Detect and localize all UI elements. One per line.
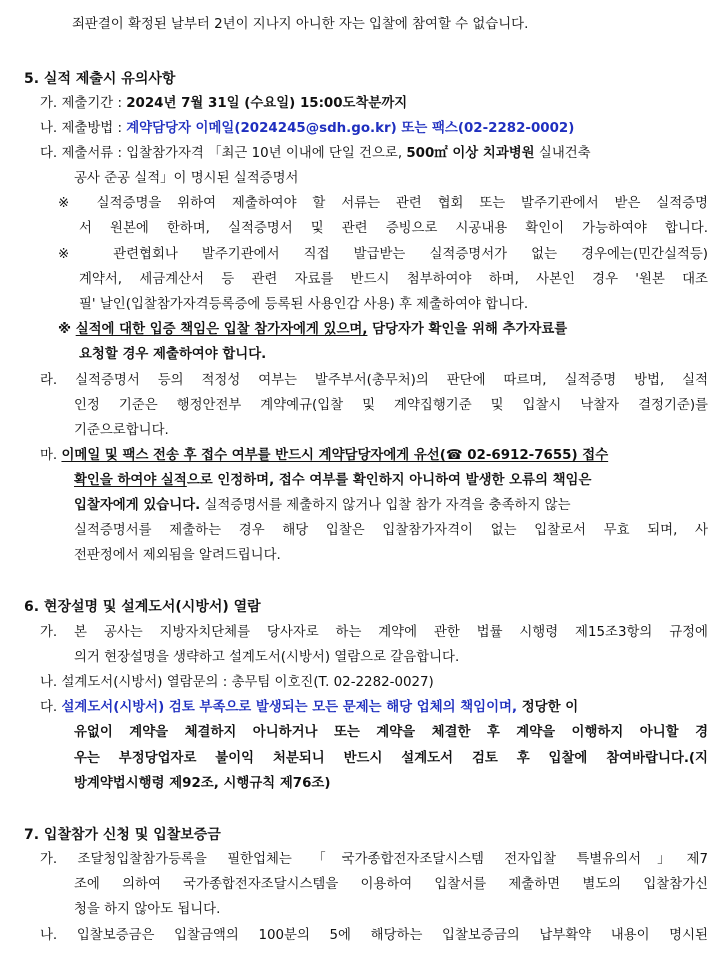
text-line: 라. 실적증명서 등의 적정성 여부는 발주부서(총무처)의 판단에 따르며, 실적증명 방법, 실적 <box>40 373 708 388</box>
text-line: 공사 준공 실적」이 명시된 실적증명서 <box>74 171 299 186</box>
note-line: 계약서, 세금계산서 등 관련 자료를 반드시 첨부하여야 하며, 사본인 경우 '원본 대조 <box>79 272 708 287</box>
note-line: 서 원본에 한하며, 실적증명서 및 관련 증빙으로 시공내용 확인이 가능하여야 합니다. <box>79 221 708 236</box>
note-line: ※ 관련협회나 발주기관에서 직접 발급받는 실적증명서가 없는 경우에는(민간실적등) <box>58 247 708 262</box>
submission-contact: 계약담당자 이메일(2024245@sdh.go.kr) 또는 팩스(02-2282-0002) <box>126 121 575 136</box>
text-line: 다. 설계도서(시방서) 검토 부족으로 발생되는 모든 문제는 해당 업체의 책임이며, 정당한 이 <box>40 700 579 715</box>
note-line: ※ 실적에 대한 입증 책임은 입찰 참가자에게 있으며, 담당자가 확인을 위해 추가자료를 <box>58 322 568 337</box>
text-line: 의거 현장설명을 생략하고 설계도서(시방서) 열람으로 갈음합니다. <box>74 650 460 665</box>
text-line: 기준으로합니다. <box>74 423 169 438</box>
note-line: 필' 날인(입찰참가자격등록증에 등록된 사용인감 사용) 후 제출하여야 합니다. <box>79 297 529 312</box>
text-line: 나. 제출방법 : 계약담당자 이메일(2024245@sdh.go.kr) 또는 팩스(02-2282-0002) <box>40 121 575 136</box>
section-heading-6: 6. 현장설명 및 설계도서(시방서) 열람 <box>24 599 261 615</box>
note-line: 요청할 경우 제출하여야 합니다. <box>79 347 267 362</box>
text-line: 실적증명서를 제출하는 경우 해당 입찰은 입찰참가자격이 없는 입찰로서 무효 되며, 사 <box>74 523 708 538</box>
text-line: 나. 입찰보증금은 입찰금액의 100분의 5에 해당하는 입찰보증금의 납부확약 내용이 명시된 <box>40 928 708 943</box>
text-line: 방계약법시행령 제92조, 시행규칙 제76조) <box>74 776 331 791</box>
text-line: 확인을 하여야 실적으로 인정하며, 접수 여부를 확인하지 아니하여 발생한 오류의 책임은 <box>74 473 592 488</box>
text-line: 청을 하지 않아도 됩니다. <box>74 902 221 917</box>
text-line: 다. 제출서류 : 입찰참가자격 「최근 10년 이내에 단일 건으로, 500㎡ 이상 치과병원 실내건축 <box>40 146 591 161</box>
text-line: 가. 본 공사는 지방자치단체를 당사자로 하는 계약에 관한 법률 시행령 제15조3항의 규정에 <box>40 625 708 640</box>
text-line: 가. 조달청입찰참가등록을 필한업체는 「국가종합전자조달시스템 전자입찰 특별유의서」제7 <box>40 852 708 867</box>
text-line: 전판정에서 제외됨을 알려드립니다. <box>74 548 281 563</box>
text-line: 가. 제출기간 : 2024년 7월 31일 (수요일) 15:00도착분까지 <box>40 96 408 111</box>
section-heading-5: 5. 실적 제출시 유의사항 <box>24 71 176 87</box>
text-line: 조에 의하여 국가종합전자조달시스템을 이용하여 입찰서를 제출하면 별도의 입찰참가신 <box>74 877 708 892</box>
section-heading-7: 7. 입찰참가 신청 및 입찰보증금 <box>24 827 221 843</box>
text-line: 인정 기준은 행정안전부 계약예규(입찰 및 계약집행기준 및 입찰시 낙찰자 결정기준)를 <box>74 398 708 413</box>
note-line: ※ 실적증명을 위하여 제출하여야 할 서류는 관련 협회 또는 발주기관에서 받은 실적증명 <box>58 196 708 211</box>
text-line: 입찰자에게 있습니다. 실적증명서를 제출하지 않거나 입찰 참가 자격을 충족하지 않는 <box>74 498 571 513</box>
text-line: 우는 부정당업자로 불이익 처분되니 반드시 설계도서 검토 후 입찰에 참여바랍니다.(지 <box>74 751 708 766</box>
text-line: 나. 설계도서(시방서) 열람문의 : 총무팀 이호진(T. 02-2282-0027) <box>40 675 434 690</box>
text-line: 유없이 계약을 체결하지 아니하거나 또는 계약을 체결한 후 계약을 이행하지 아니할 경 <box>74 725 708 740</box>
text-line: 마. 이메일 및 팩스 전송 후 접수 여부를 반드시 계약담당자에게 유선(☎ 02-6912-7655) 접수 <box>40 448 609 463</box>
text-line: 죄판결이 확정된 날부터 2년이 지나지 아니한 자는 입찰에 참여할 수 없습니다. <box>72 17 529 32</box>
